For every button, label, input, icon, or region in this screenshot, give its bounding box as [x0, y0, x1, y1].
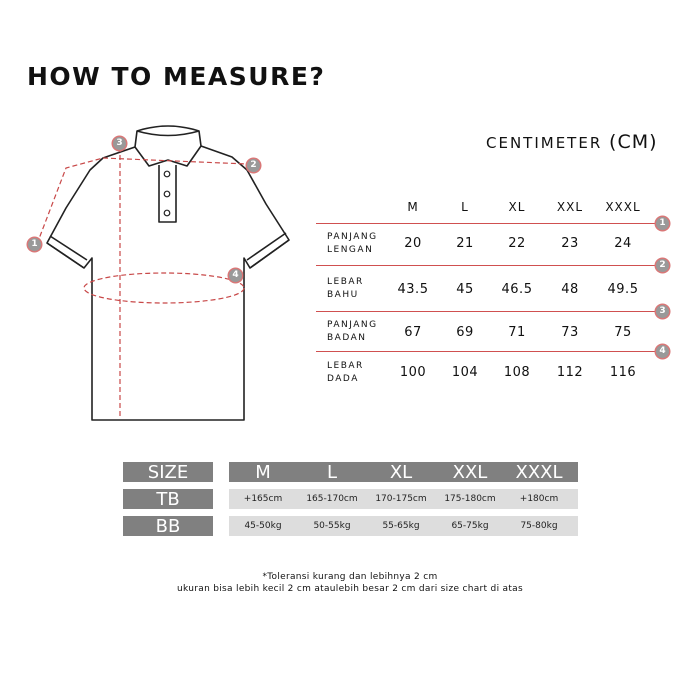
row-label-lebar-bahu: LEBAR BAHU: [327, 277, 364, 300]
row-label-panjang-badan: PANJANG BADAN: [327, 320, 378, 343]
collar-inner: [137, 131, 199, 136]
size-label: SIZE: [123, 462, 213, 482]
tb-xxl: 175-180cm: [444, 494, 496, 504]
cell: 48: [561, 282, 579, 297]
cell: 100: [399, 365, 427, 380]
cell: 24: [614, 236, 632, 251]
size-xxl: XXL: [452, 461, 488, 483]
cell: 67: [404, 325, 422, 340]
size-xxxl: XXXL: [515, 461, 563, 483]
table-marker-3: 3: [656, 305, 669, 318]
tb-bar: [229, 489, 578, 509]
tb-xxxl: +180cm: [519, 494, 559, 504]
bb-m: 45-50kg: [244, 521, 282, 531]
shirt-marker-2: 2: [247, 159, 260, 172]
row-divider-1: [316, 223, 657, 224]
cell: 69: [456, 325, 474, 340]
cell: 45: [456, 282, 474, 297]
cell: 112: [556, 365, 584, 380]
cell: 116: [609, 365, 637, 380]
cell: 104: [451, 365, 479, 380]
cell: 21: [456, 236, 474, 251]
tb-xl: 170-175cm: [375, 494, 427, 504]
size-note: ukuran bisa lebih kecil 2 cm ataulebih besar 2 cm dari size chart di atas: [177, 584, 523, 594]
size-head-xxxl: XXXL: [605, 200, 641, 214]
size-head-xl: XL: [508, 200, 526, 214]
size-bar: [229, 462, 578, 482]
button-2: [164, 191, 170, 197]
bb-label: BB: [123, 516, 213, 536]
tolerance-note: *Toleransi kurang dan lebihnya 2 cm: [262, 572, 438, 582]
cell: 20: [404, 236, 422, 251]
bb-bar: [229, 516, 578, 536]
cell: 43.5: [397, 282, 429, 297]
size-head-m: M: [407, 200, 419, 214]
bb-l: 50-55kg: [313, 521, 351, 531]
chest-guide: [84, 273, 244, 303]
button-1: [164, 171, 170, 177]
unit-cm: (CM): [609, 131, 658, 153]
cell: 71: [508, 325, 526, 340]
row-divider-2: [316, 265, 657, 266]
cell: 22: [508, 236, 526, 251]
cell: 23: [561, 236, 579, 251]
cell: 49.5: [607, 282, 639, 297]
bb-xxl: 65-75kg: [451, 521, 489, 531]
row-label-panjang-lengan: PANJANG LENGAN: [327, 232, 378, 255]
size-head-xxl: XXL: [556, 200, 584, 214]
shirt-marker-3: 3: [113, 137, 126, 150]
shirt-outline: [47, 146, 289, 420]
tb-l: 165-170cm: [306, 494, 358, 504]
table-marker-4: 4: [656, 345, 669, 358]
shoulder-guide: [103, 158, 247, 164]
tb-label: TB: [123, 489, 213, 509]
cell: 108: [503, 365, 531, 380]
shirt-marker-1: 1: [28, 238, 41, 251]
unit-text: CENTIMETER: [486, 134, 603, 152]
right-cuff: [247, 233, 289, 268]
cell: 46.5: [501, 282, 533, 297]
row-label-lebar-dada: LEBAR DADA: [327, 361, 364, 384]
tb-m: +165cm: [243, 494, 283, 504]
size-m: M: [255, 461, 271, 483]
table-marker-2: 2: [656, 259, 669, 272]
shirt-marker-4: 4: [229, 269, 242, 282]
size-head-l: L: [461, 200, 469, 214]
row-divider-4: [316, 351, 657, 352]
row-divider-3: [316, 311, 657, 312]
bb-xl: 55-65kg: [382, 521, 420, 531]
cell: 73: [561, 325, 579, 340]
size-l: L: [326, 461, 338, 483]
left-cuff: [47, 236, 87, 268]
bb-xxxl: 75-80kg: [520, 521, 558, 531]
table-marker-1: 1: [656, 217, 669, 230]
page-title: HOW TO MEASURE?: [27, 62, 326, 91]
size-xl: XL: [389, 461, 413, 483]
cell: 75: [614, 325, 632, 340]
button-3: [164, 210, 170, 216]
